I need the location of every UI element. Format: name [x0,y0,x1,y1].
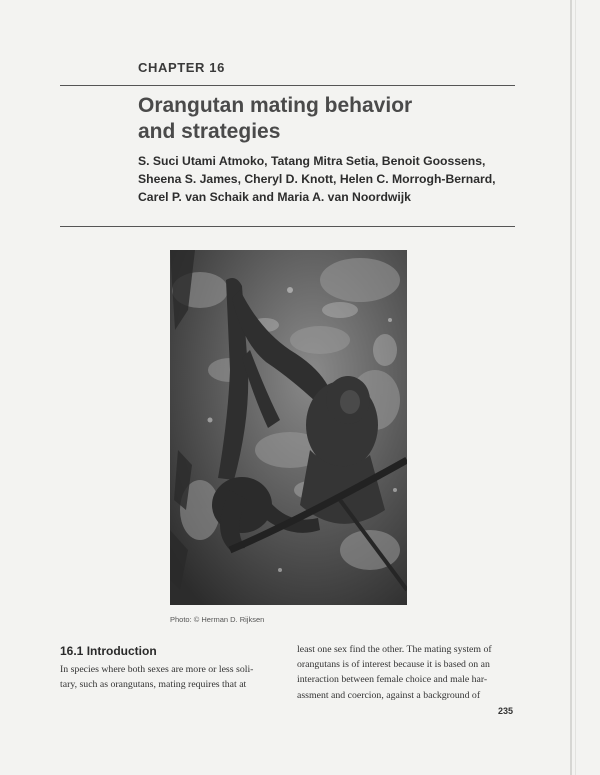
page-edge-shadow [575,0,576,775]
bottom-rule [60,226,515,227]
body-text-line: tary, such as orangutans, mating requires that at [60,679,247,691]
body-text-line: least one sex find the other. The mating system of [297,644,492,655]
chapter-title-line: Orangutan mating behavior [138,94,413,117]
section-heading: 16.1 Introduction [60,644,157,658]
author-line: Sheena S. James, Cheryl D. Knott, Helen C. Morrogh-Bernard, [138,172,496,186]
body-text-right-column [297,642,515,703]
photo-caption: Photo: © Herman D. Rijksen [170,615,265,624]
page-edge [570,0,572,775]
top-rule [60,85,515,86]
page-number: 235 [498,706,514,716]
body-text-line: interaction between female choice and male har- [297,674,488,686]
body-text-line: assment and coercion, against a background of [297,689,481,701]
author-line: Carel P. van Schaik and Maria A. van Noordwijk [138,190,411,204]
orangutan-photo [170,250,407,605]
orangutan-photo-illustration [170,250,407,605]
chapter-title-line: and strategies [138,120,281,143]
chapter-label: CHAPTER 16 [138,60,225,75]
author-line: S. Suci Utami Atmoko, Tatang Mitra Setia, Benoit Goossens, [138,154,486,168]
author-list [138,152,518,206]
body-text-left-column [60,662,278,692]
body-text-line: In species where both sexes are more or less soli- [60,664,254,675]
chapter-title [138,93,498,145]
body-text-line: orangutans is of interest because it is based on an [297,659,490,671]
